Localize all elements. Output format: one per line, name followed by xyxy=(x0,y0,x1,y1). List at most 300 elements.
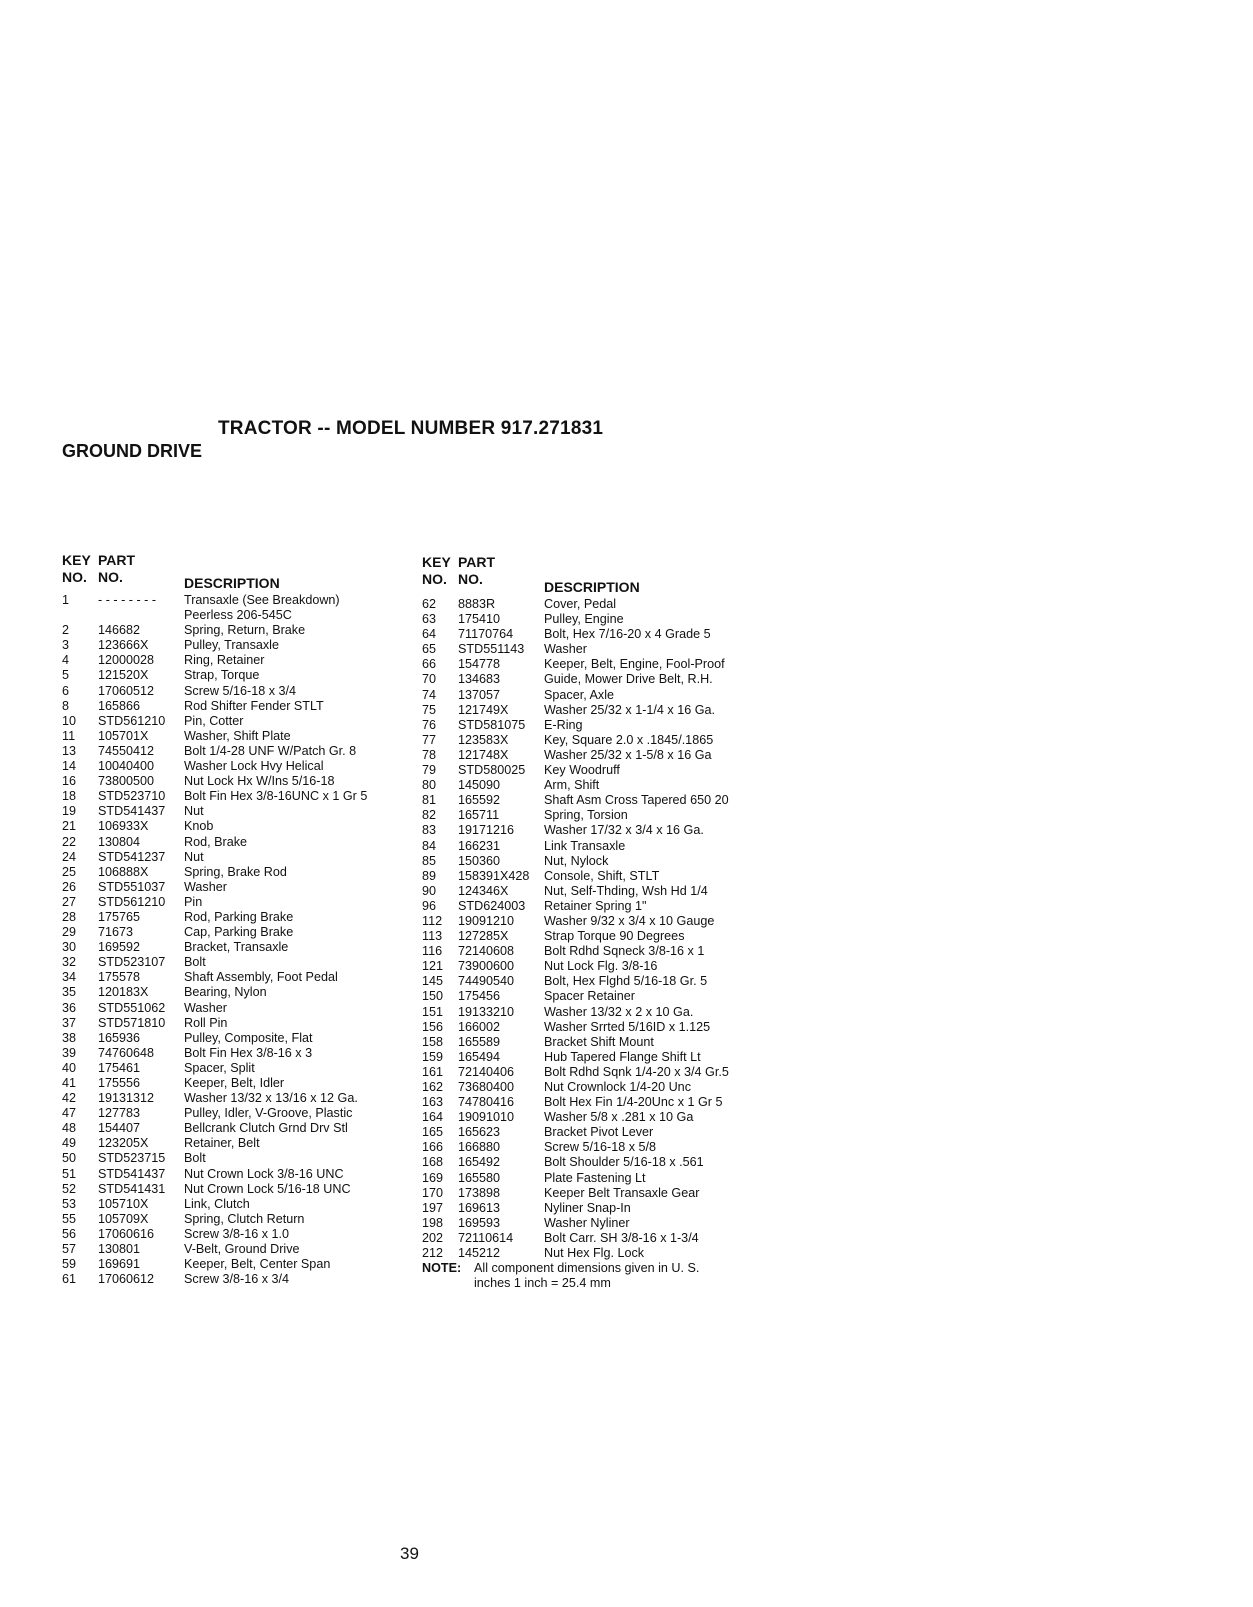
description: Keeper Belt Transaxle Gear xyxy=(544,1185,700,1200)
table-row xyxy=(422,627,782,642)
part-no: 123666X xyxy=(98,638,149,653)
key-no: 168 xyxy=(422,1155,444,1170)
table-row xyxy=(422,612,782,627)
part-no: 19091010 xyxy=(458,1110,515,1125)
table-row xyxy=(422,597,782,612)
description: Washer 9/32 x 3/4 x 10 Gauge xyxy=(544,913,715,928)
table-row xyxy=(62,1136,422,1151)
table-row xyxy=(62,910,422,925)
table-row xyxy=(62,759,422,774)
description: Strap Torque 90 Degrees xyxy=(544,929,685,944)
part-no: 127783 xyxy=(98,1106,141,1121)
table-row xyxy=(422,1186,782,1201)
description: Key, Square 2.0 x .1845/.1865 xyxy=(544,732,714,747)
part-no: 169592 xyxy=(98,940,141,955)
key-no: 37 xyxy=(62,1015,77,1030)
table-row xyxy=(422,974,782,989)
part-no: 123205X xyxy=(98,1136,149,1151)
key-no: 11 xyxy=(62,728,76,743)
table-row xyxy=(422,1171,782,1186)
description: Bracket Pivot Lever xyxy=(544,1125,654,1140)
part-no: 173898 xyxy=(458,1185,501,1200)
description: Rod Shifter Fender STLT xyxy=(184,698,324,713)
key-no: 1 xyxy=(62,593,70,607)
key-no: 79 xyxy=(422,763,437,778)
key-no: 34 xyxy=(62,970,77,985)
part-no: 165592 xyxy=(458,793,501,808)
table-row xyxy=(422,929,782,944)
key-no: 40 xyxy=(62,1060,77,1075)
part-no: 74550412 xyxy=(98,743,155,758)
table-row xyxy=(422,703,782,718)
description: Link Transaxle xyxy=(544,838,626,853)
table-row xyxy=(62,1272,422,1287)
description: Keeper, Belt, Center Span xyxy=(184,1257,331,1272)
key-no: 21 xyxy=(62,819,77,834)
description: Shaft Assembly, Foot Pedal xyxy=(184,970,338,985)
table-header-left xyxy=(62,552,422,592)
key-no: 4 xyxy=(62,653,70,668)
description: Nut Crownlock 1/4-20 Unc xyxy=(544,1080,691,1094)
key-no: 75 xyxy=(422,702,437,717)
key-no: 55 xyxy=(62,1211,77,1226)
key-no: 151 xyxy=(422,1004,444,1019)
description: Bearing, Nylon xyxy=(184,985,267,1000)
key-no: 49 xyxy=(62,1136,77,1151)
part-no: 175556 xyxy=(98,1076,141,1090)
part-no: STD541431 xyxy=(98,1181,166,1196)
key-no: 166 xyxy=(422,1140,444,1155)
table-row xyxy=(62,729,422,744)
part-no: 165492 xyxy=(458,1155,501,1170)
key-no: 41 xyxy=(62,1076,77,1090)
description: Screw 5/16-18 x 5/8 xyxy=(544,1140,657,1155)
key-no: 38 xyxy=(62,1030,77,1045)
description: Spring, Torsion xyxy=(544,808,628,823)
part-no: 19133210 xyxy=(458,1004,515,1019)
part-no: 12000028 xyxy=(98,653,155,668)
key-no: 66 xyxy=(422,657,437,672)
description: Nut Hex Flg. Lock xyxy=(544,1246,645,1261)
table-header-right xyxy=(422,554,782,596)
part-no: 150360 xyxy=(458,853,501,868)
description: Bolt Shoulder 5/16-18 x .561 xyxy=(544,1155,704,1170)
table-row xyxy=(62,835,422,850)
key-no: 163 xyxy=(422,1095,444,1110)
table-row xyxy=(62,653,422,668)
description: Bolt, Hex 7/16-20 x 4 Grade 5 xyxy=(544,627,711,642)
table-row xyxy=(422,854,782,869)
table-row xyxy=(62,1167,422,1182)
table-row xyxy=(422,1005,782,1020)
description: Bolt Carr. SH 3/8-16 x 1-3/4 xyxy=(544,1230,699,1245)
table-row xyxy=(62,638,422,653)
part-no: 19171216 xyxy=(458,823,515,838)
description: Arm, Shift xyxy=(544,778,600,793)
key-no: 145 xyxy=(422,974,444,989)
part-no: 165623 xyxy=(458,1125,501,1140)
part-no: STD561210 xyxy=(98,894,166,909)
description: Washer, Shift Plate xyxy=(184,728,291,743)
description: Pulley, Engine xyxy=(544,612,624,627)
description: Washer 25/32 x 1-1/4 x 16 Ga. xyxy=(544,702,716,717)
description: V-Belt, Ground Drive xyxy=(184,1242,300,1257)
part-no: 175456 xyxy=(458,989,501,1004)
key-no: 61 xyxy=(62,1272,77,1287)
key-no: 76 xyxy=(422,717,437,732)
parts-table-right xyxy=(422,552,782,1291)
description: Transaxle (See Breakdown) xyxy=(184,593,340,607)
table-row xyxy=(62,608,422,623)
part-no: 124346X xyxy=(458,883,509,898)
description: Plate Fastening Lt xyxy=(544,1170,646,1185)
part-no: 123583X xyxy=(458,732,509,747)
table-row xyxy=(422,1216,782,1231)
key-no: 28 xyxy=(62,909,77,924)
key-no: 57 xyxy=(62,1242,77,1257)
table-row xyxy=(422,1095,782,1110)
description: Nut xyxy=(184,804,204,819)
description: Bolt Hex Fin 1/4-20Unc x 1 Gr 5 xyxy=(544,1095,723,1110)
key-no: 14 xyxy=(62,759,77,774)
part-no: 19091210 xyxy=(458,913,515,928)
table-row xyxy=(62,1076,422,1091)
part-no: 121520X xyxy=(98,668,149,683)
header-key-no: KEY NO. xyxy=(62,552,91,585)
key-no: 89 xyxy=(422,868,437,883)
parts-rows-left xyxy=(62,593,422,1287)
key-no: 96 xyxy=(422,898,437,913)
key-no: 65 xyxy=(422,642,437,657)
description: Pulley, Composite, Flat xyxy=(184,1030,313,1045)
part-no: 175578 xyxy=(98,970,141,985)
description: Keeper, Belt, Engine, Fool-Proof xyxy=(544,657,725,672)
table-row xyxy=(62,744,422,759)
table-row xyxy=(62,1061,422,1076)
table-row xyxy=(62,940,422,955)
description: Strap, Torque xyxy=(184,668,260,683)
part-no: 158391X428 xyxy=(458,868,530,883)
part-no: 127285X xyxy=(458,929,509,944)
table-row xyxy=(422,1140,782,1155)
note-text: All component dimensions given in U. S. inches 1 inch = 25.4 mm xyxy=(474,1261,700,1291)
table-row xyxy=(422,884,782,899)
key-no: 116 xyxy=(422,944,443,959)
description: Bolt xyxy=(184,955,206,970)
key-no: 25 xyxy=(62,864,77,879)
table-row xyxy=(62,850,422,865)
part-no: STD551062 xyxy=(98,1000,166,1015)
part-no: 17060512 xyxy=(98,683,155,698)
description: Washer xyxy=(184,1000,227,1015)
key-no: 18 xyxy=(62,789,77,804)
description: Bolt Fin Hex 3/8-16 x 3 xyxy=(184,1045,313,1060)
key-no: 10 xyxy=(62,713,77,728)
part-no: 73800500 xyxy=(98,774,155,789)
part-no: 130801 xyxy=(98,1242,141,1257)
key-no: 112 xyxy=(422,913,443,928)
key-no: 8 xyxy=(62,698,70,713)
description: Roll Pin xyxy=(184,1015,228,1030)
table-row xyxy=(62,1031,422,1046)
description: Pin, Cotter xyxy=(184,713,244,728)
key-no: 27 xyxy=(62,894,77,909)
description: Spacer Retainer xyxy=(544,989,636,1004)
part-no: 175461 xyxy=(98,1060,141,1075)
key-no: 159 xyxy=(422,1049,444,1064)
part-no: - - - - - - - - xyxy=(98,593,157,607)
key-no: 16 xyxy=(62,774,77,789)
table-row xyxy=(422,763,782,778)
description: Washer 13/32 x 13/16 x 12 Ga. xyxy=(184,1091,358,1106)
table-row xyxy=(62,985,422,1000)
part-no: 105701X xyxy=(98,728,149,743)
table-row xyxy=(422,914,782,929)
part-no: 106888X xyxy=(98,864,149,879)
part-no: 165711 xyxy=(458,808,500,823)
part-no: 165866 xyxy=(98,698,141,713)
description: Screw 3/8-16 x 1.0 xyxy=(184,1226,289,1241)
key-no: 13 xyxy=(62,743,77,758)
key-no: 161 xyxy=(422,1064,444,1079)
part-no: 169613 xyxy=(458,1200,501,1215)
description: Ring, Retainer xyxy=(184,653,265,668)
key-no: 121 xyxy=(422,959,444,974)
part-no: 121749X xyxy=(458,702,509,717)
key-no: 150 xyxy=(422,989,444,1004)
table-row xyxy=(62,593,422,608)
table-row xyxy=(422,1035,782,1050)
table-row xyxy=(422,1050,782,1065)
header-description: DESCRIPTION xyxy=(544,579,640,595)
table-row xyxy=(422,839,782,854)
key-no: 30 xyxy=(62,940,77,955)
description: Knob xyxy=(184,819,214,834)
description: Pulley, Transaxle xyxy=(184,638,279,653)
key-no: 78 xyxy=(422,747,437,762)
description: Washer Nyliner xyxy=(544,1215,630,1230)
description: Nut, Nylock xyxy=(544,853,609,868)
header-part-no: PART NO. xyxy=(458,554,496,587)
description: Hub Tapered Flange Shift Lt xyxy=(544,1049,701,1064)
part-no: 145212 xyxy=(458,1246,501,1261)
description: Bracket, Transaxle xyxy=(184,940,289,955)
key-no: 5 xyxy=(62,668,70,683)
page-number: 39 xyxy=(400,1544,419,1563)
table-row xyxy=(62,623,422,638)
part-no: 154407 xyxy=(98,1121,141,1136)
key-no: 56 xyxy=(62,1226,77,1241)
table-row xyxy=(422,1065,782,1080)
table-row xyxy=(62,1182,422,1197)
table-row xyxy=(62,714,422,729)
part-no: STD571810 xyxy=(98,1015,166,1030)
key-no: 74 xyxy=(422,687,437,702)
table-row xyxy=(422,642,782,657)
description: Bolt Fin Hex 3/8-16UNC x 1 Gr 5 xyxy=(184,789,368,804)
part-no: 165580 xyxy=(458,1170,501,1185)
key-no: 169 xyxy=(422,1170,444,1185)
part-no: 154778 xyxy=(458,657,501,672)
part-no: 71170764 xyxy=(458,627,514,642)
description: Retainer, Belt xyxy=(184,1136,260,1151)
description: Spring, Clutch Return xyxy=(184,1211,305,1226)
key-no: 202 xyxy=(422,1230,444,1245)
part-no: 166231 xyxy=(458,838,501,853)
part-no: 137057 xyxy=(458,687,501,702)
key-no: 113 xyxy=(422,929,443,944)
key-no: 80 xyxy=(422,778,437,793)
description: Spring, Return, Brake xyxy=(184,623,306,638)
header-description: DESCRIPTION xyxy=(184,575,280,591)
key-no: 85 xyxy=(422,853,437,868)
description: Washer 25/32 x 1-5/8 x 16 Ga xyxy=(544,747,712,762)
table-row xyxy=(422,823,782,838)
table-row xyxy=(62,1242,422,1257)
table-row xyxy=(62,1151,422,1166)
table-row xyxy=(422,1020,782,1035)
description: E-Ring xyxy=(544,717,583,732)
part-no: 105709X xyxy=(98,1211,149,1226)
part-no: 10040400 xyxy=(98,759,155,774)
key-no: 156 xyxy=(422,1019,444,1034)
description: Nyliner Snap-In xyxy=(544,1200,631,1215)
key-no: 77 xyxy=(422,732,437,747)
table-row xyxy=(422,778,782,793)
part-no: 130804 xyxy=(98,834,141,849)
parts-table-left xyxy=(62,552,422,1287)
table-row xyxy=(62,925,422,940)
part-no: 165494 xyxy=(458,1049,501,1064)
key-no: 84 xyxy=(422,838,437,853)
description: Cover, Pedal xyxy=(544,597,617,611)
description: Bolt, Hex Flghd 5/16-18 Gr. 5 xyxy=(544,974,708,989)
part-no: 146682 xyxy=(98,623,141,638)
part-no: 145090 xyxy=(458,778,501,793)
note-label: NOTE: xyxy=(422,1261,462,1276)
table-row xyxy=(62,955,422,970)
part-no: 72140406 xyxy=(458,1064,515,1079)
key-no: 162 xyxy=(422,1080,444,1094)
table-row xyxy=(422,672,782,687)
description: Bracket Shift Mount xyxy=(544,1034,654,1049)
table-row xyxy=(62,895,422,910)
key-no: 70 xyxy=(422,672,437,687)
description: Bolt Rdhd Sqnk 1/4-20 x 3/4 Gr.5 xyxy=(544,1064,729,1079)
key-no: 26 xyxy=(62,879,77,894)
table-row xyxy=(422,1246,782,1261)
part-no: 73680400 xyxy=(458,1080,515,1094)
part-no: 71673 xyxy=(98,925,134,940)
table-row xyxy=(62,684,422,699)
part-no: STD561210 xyxy=(98,713,166,728)
key-no: 83 xyxy=(422,823,437,838)
table-row xyxy=(62,699,422,714)
description: Spacer, Axle xyxy=(544,687,615,702)
description: Spring, Brake Rod xyxy=(184,864,287,879)
part-no: STD551037 xyxy=(98,879,166,894)
page-title: TRACTOR -- MODEL NUMBER 917.271831 xyxy=(218,418,604,439)
key-no: 90 xyxy=(422,883,437,898)
table-row xyxy=(422,944,782,959)
key-no: 50 xyxy=(62,1151,77,1166)
description: Nut Lock Hx W/Ins 5/16-18 xyxy=(184,774,335,789)
part-no: 105710X xyxy=(98,1196,149,1211)
table-row xyxy=(422,1125,782,1140)
key-no: 47 xyxy=(62,1106,77,1121)
table-row xyxy=(422,748,782,763)
table-row xyxy=(62,819,422,834)
description: Washer 5/8 x .281 x 10 Ga xyxy=(544,1110,694,1125)
part-no: 121748X xyxy=(458,747,509,762)
table-row xyxy=(422,1080,782,1095)
description: Shaft Asm Cross Tapered 650 20 xyxy=(544,793,729,808)
table-row xyxy=(62,1106,422,1121)
key-no: 52 xyxy=(62,1181,77,1196)
part-no: 73900600 xyxy=(458,959,515,974)
part-no: 72110614 xyxy=(458,1230,514,1245)
part-no: STD523107 xyxy=(98,955,166,970)
table-row xyxy=(62,1046,422,1061)
part-no: 165589 xyxy=(458,1034,501,1049)
table-row xyxy=(62,668,422,683)
header-key-no: KEY NO. xyxy=(422,554,451,587)
table-row xyxy=(62,970,422,985)
table-row xyxy=(422,899,782,914)
description: Peerless 206-545C xyxy=(184,608,292,623)
description: Nut, Self-Thding, Wsh Hd 1/4 xyxy=(544,883,708,898)
part-no: STD541437 xyxy=(98,1166,166,1181)
description: Link, Clutch xyxy=(184,1196,250,1211)
key-no: 6 xyxy=(62,683,70,698)
key-no: 164 xyxy=(422,1110,444,1125)
part-no: 17060616 xyxy=(98,1226,155,1241)
description: Guide, Mower Drive Belt, R.H. xyxy=(544,672,713,687)
key-no: 64 xyxy=(422,627,437,642)
part-no: 175410 xyxy=(458,612,501,627)
part-no: 106933X xyxy=(98,819,149,834)
description: Washer xyxy=(544,642,587,657)
key-no: 82 xyxy=(422,808,437,823)
description: Pulley, Idler, V-Groove, Plastic xyxy=(184,1106,353,1121)
description: Washer Lock Hvy Helical xyxy=(184,759,324,774)
description: Bolt xyxy=(184,1151,206,1166)
description: Nut xyxy=(184,849,204,864)
part-no: STD624003 xyxy=(458,898,526,913)
key-no: 24 xyxy=(62,849,77,864)
key-no: 22 xyxy=(62,834,77,849)
table-row xyxy=(422,688,782,703)
note xyxy=(422,1261,782,1291)
description: Cap, Parking Brake xyxy=(184,925,294,940)
part-no: 175765 xyxy=(98,909,141,924)
description: Washer 13/32 x 2 x 10 Ga. xyxy=(544,1004,694,1019)
key-no: 165 xyxy=(422,1125,444,1140)
table-row xyxy=(422,718,782,733)
table-row xyxy=(422,657,782,672)
table-row xyxy=(62,1197,422,1212)
part-no: 19131312 xyxy=(98,1091,155,1106)
table-row xyxy=(62,774,422,789)
table-row xyxy=(62,804,422,819)
description: Washer 17/32 x 3/4 x 16 Ga. xyxy=(544,823,704,838)
table-row xyxy=(62,1227,422,1242)
key-no: 35 xyxy=(62,985,77,1000)
part-no: STD551143 xyxy=(458,642,525,657)
part-no: 120183X xyxy=(98,985,149,1000)
description: Washer Srrted 5/16ID x 1.125 xyxy=(544,1019,711,1034)
description: Nut Crown Lock 5/16-18 UNC xyxy=(184,1181,351,1196)
